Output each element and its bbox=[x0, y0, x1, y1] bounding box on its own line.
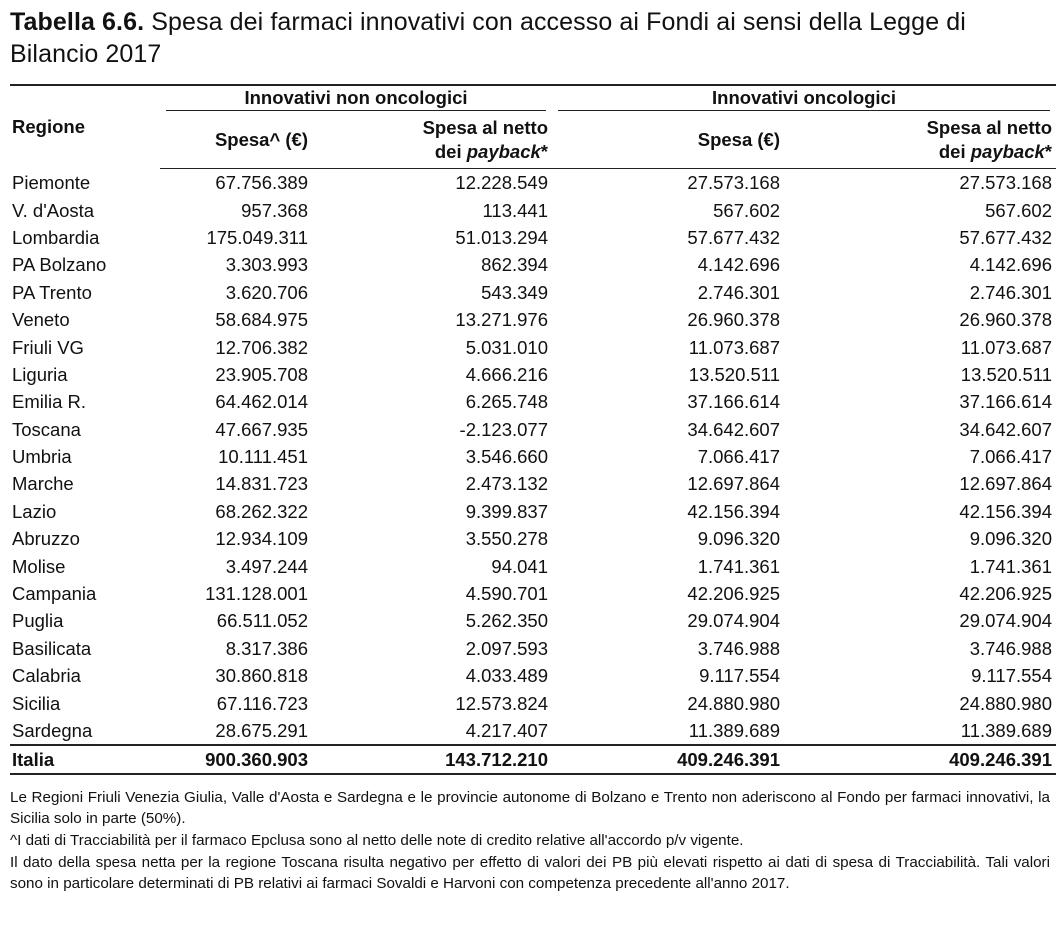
cell-netto-non-onco: 113.441 bbox=[482, 199, 548, 221]
cell-netto-onco: 27.573.168 bbox=[959, 172, 1052, 194]
cell-spesa-onco: 1.741.361 bbox=[697, 555, 780, 577]
group-header-row bbox=[10, 85, 1056, 112]
table-body bbox=[10, 169, 1056, 746]
cell-netto-non-onco: 2.473.132 bbox=[465, 473, 548, 495]
header-group-oncologici: Innovativi oncologici bbox=[552, 85, 1056, 112]
cell-spesa-onco: 9.096.320 bbox=[697, 528, 780, 550]
cell-spesa-onco: 29.074.904 bbox=[687, 610, 780, 632]
cell-regione: Sardegna bbox=[12, 720, 93, 741]
cell-netto-onco: 9.117.554 bbox=[971, 665, 1052, 687]
cell-spesa-non-onco: 58.684.975 bbox=[215, 309, 308, 331]
cell-regione: V. d'Aosta bbox=[12, 199, 95, 221]
cell-regione: Veneto bbox=[12, 309, 70, 331]
table-row bbox=[10, 333, 1056, 360]
cell-regione: Campania bbox=[12, 583, 97, 605]
cell-spesa-onco: 57.677.432 bbox=[687, 226, 780, 248]
cell-spesa-onco: 567.602 bbox=[713, 199, 780, 221]
cell-spesa-onco: 27.573.168 bbox=[687, 172, 780, 194]
cell-spesa-non-onco: 175.049.311 bbox=[206, 226, 308, 248]
cell-spesa-non-onco: 64.462.014 bbox=[215, 391, 308, 413]
cell-netto-non-onco: 862.394 bbox=[481, 254, 548, 276]
cell-netto-onco: 7.066.417 bbox=[969, 446, 1052, 468]
total-netto-non-onco: 143.712.210 bbox=[312, 745, 552, 774]
cell-regione: Liguria bbox=[12, 363, 68, 385]
table-row bbox=[10, 416, 1056, 443]
cell-netto-non-onco: 4.666.216 bbox=[465, 363, 548, 385]
cell-spesa-non-onco: 12.706.382 bbox=[215, 336, 308, 358]
cell-netto-non-onco: 9.399.837 bbox=[465, 500, 548, 522]
cell-netto-onco: 2.746.301 bbox=[969, 281, 1052, 303]
table-row bbox=[10, 607, 1056, 634]
cell-regione: Calabria bbox=[12, 665, 81, 687]
cell-spesa-non-onco: 67.116.723 bbox=[216, 692, 308, 714]
cell-netto-onco: 57.677.432 bbox=[959, 226, 1052, 248]
cell-netto-onco: 26.960.378 bbox=[959, 309, 1052, 331]
cell-spesa-non-onco: 28.675.291 bbox=[215, 720, 308, 741]
cell-netto-onco: 11.389.689 bbox=[960, 720, 1052, 741]
cell-spesa-onco: 11.389.689 bbox=[688, 720, 780, 741]
cell-regione: Molise bbox=[12, 555, 66, 577]
cell-netto-onco: 29.074.904 bbox=[959, 610, 1052, 632]
cell-regione: Puglia bbox=[12, 610, 64, 632]
cell-spesa-non-onco: 3.620.706 bbox=[225, 281, 308, 303]
cell-spesa-non-onco: 3.497.244 bbox=[225, 555, 308, 577]
cell-netto-non-onco: 13.271.976 bbox=[455, 309, 548, 331]
table-row bbox=[10, 689, 1056, 716]
total-netto-onco: 409.246.391 bbox=[784, 745, 1056, 774]
cell-regione: Abruzzo bbox=[12, 528, 80, 550]
table-row bbox=[10, 361, 1056, 388]
cell-regione: Basilicata bbox=[12, 637, 92, 659]
cell-spesa-non-onco: 30.860.818 bbox=[215, 665, 308, 687]
cell-spesa-onco: 42.156.394 bbox=[687, 500, 780, 522]
cell-netto-onco: 13.520.511 bbox=[960, 363, 1052, 385]
cell-netto-onco: 37.166.614 bbox=[959, 391, 1052, 413]
cell-netto-non-onco: -2.123.077 bbox=[459, 418, 548, 440]
total-label: Italia bbox=[10, 745, 160, 774]
cell-netto-onco: 24.880.980 bbox=[959, 692, 1052, 714]
cell-netto-non-onco: 4.217.407 bbox=[465, 720, 548, 741]
spending-table bbox=[10, 84, 1056, 775]
cell-spesa-non-onco: 3.303.993 bbox=[225, 254, 308, 276]
header-netto-non-onco: Spesa al netto dei payback* bbox=[312, 112, 552, 169]
table-title bbox=[10, 6, 1010, 70]
cell-regione: Umbria bbox=[12, 446, 72, 468]
cell-spesa-non-onco: 47.667.935 bbox=[215, 418, 308, 440]
cell-netto-non-onco: 3.550.278 bbox=[465, 528, 548, 550]
cell-regione: Emilia R. bbox=[12, 391, 87, 413]
total-spesa-onco: 409.246.391 bbox=[552, 745, 784, 774]
table-row bbox=[10, 196, 1056, 223]
table-title-text: Spesa dei farmaci innovativi con accesso ai Fondi ai sensi della Legge di Bilancio 2017 bbox=[10, 8, 966, 68]
cell-regione: Marche bbox=[12, 473, 74, 495]
table-row bbox=[10, 635, 1056, 662]
cell-netto-non-onco: 5.031.010 bbox=[465, 336, 548, 358]
header-netto-onco: Spesa al netto dei payback* bbox=[784, 112, 1056, 169]
cell-regione: Toscana bbox=[12, 418, 81, 440]
total-spesa-non-onco: 900.360.903 bbox=[160, 745, 312, 774]
cell-netto-onco: 1.741.361 bbox=[969, 555, 1052, 577]
cell-netto-onco: 3.746.988 bbox=[969, 637, 1052, 659]
header-regione: Regione bbox=[10, 85, 160, 169]
cell-spesa-non-onco: 14.831.723 bbox=[215, 473, 308, 495]
table-row bbox=[10, 662, 1056, 689]
sub-header-row bbox=[10, 112, 1056, 169]
cell-netto-non-onco: 4.033.489 bbox=[465, 665, 548, 687]
table-row bbox=[10, 580, 1056, 607]
cell-spesa-onco: 34.642.607 bbox=[687, 418, 780, 440]
cell-spesa-onco: 24.880.980 bbox=[687, 692, 780, 714]
cell-netto-onco: 567.602 bbox=[985, 199, 1052, 221]
cell-regione: Piemonte bbox=[12, 171, 91, 193]
cell-spesa-onco: 12.697.864 bbox=[687, 473, 780, 495]
cell-regione: Lazio bbox=[12, 500, 57, 522]
footnote-1: Le Regioni Friuli Venezia Giulia, Valle d'Aosta e Sardegna e le provincie autonome di Bolzano e Trento non aderiscono al Fondo per farmaci innovativi, la Sicilia solo in parte (50%). bbox=[10, 789, 1050, 827]
cell-netto-onco: 34.642.607 bbox=[959, 418, 1052, 440]
cell-spesa-non-onco: 131.128.001 bbox=[205, 583, 308, 605]
cell-netto-non-onco: 12.228.549 bbox=[455, 172, 548, 194]
cell-netto-onco: 42.156.394 bbox=[959, 500, 1052, 522]
cell-spesa-non-onco: 12.934.109 bbox=[215, 528, 308, 550]
header-spesa-non-onco: Spesa^ (€) bbox=[160, 112, 312, 169]
cell-spesa-onco: 3.746.988 bbox=[697, 637, 780, 659]
cell-regione: PA Bolzano bbox=[12, 254, 107, 276]
cell-netto-onco: 12.697.864 bbox=[959, 473, 1052, 495]
cell-netto-onco: 11.073.687 bbox=[960, 336, 1052, 358]
table-row bbox=[10, 470, 1056, 497]
cell-netto-onco: 9.096.320 bbox=[969, 528, 1052, 550]
cell-netto-non-onco: 6.265.748 bbox=[465, 391, 548, 413]
cell-netto-non-onco: 51.013.294 bbox=[455, 226, 548, 248]
table-row bbox=[10, 717, 1056, 745]
table-row bbox=[10, 552, 1056, 579]
cell-spesa-non-onco: 67.756.389 bbox=[215, 172, 308, 194]
table-row bbox=[10, 224, 1056, 251]
table-row bbox=[10, 279, 1056, 306]
cell-spesa-onco: 7.066.417 bbox=[697, 446, 780, 468]
cell-netto-onco: 4.142.696 bbox=[969, 254, 1052, 276]
cell-spesa-non-onco: 957.368 bbox=[241, 199, 308, 221]
header-group-non-oncologici: Innovativi non oncologici bbox=[160, 85, 552, 112]
cell-spesa-non-onco: 66.511.052 bbox=[216, 610, 308, 632]
table-row bbox=[10, 306, 1056, 333]
total-row bbox=[10, 745, 1056, 774]
cell-regione: Lombardia bbox=[12, 226, 100, 248]
cell-spesa-onco: 11.073.687 bbox=[688, 336, 780, 358]
cell-netto-non-onco: 4.590.701 bbox=[465, 583, 548, 605]
cell-netto-non-onco: 543.349 bbox=[481, 281, 548, 303]
cell-spesa-onco: 4.142.696 bbox=[697, 254, 780, 276]
cell-spesa-onco: 37.166.614 bbox=[687, 391, 780, 413]
table-row bbox=[10, 169, 1056, 197]
footnote-2: ^I dati di Tracciabilità per il farmaco Epclusa sono al netto delle note di credito relative all'accordo p/v vigente. bbox=[10, 832, 744, 849]
cell-netto-onco: 42.206.925 bbox=[959, 583, 1052, 605]
cell-netto-non-onco: 94.041 bbox=[491, 555, 548, 577]
footnote-3: Il dato della spesa netta per la regione Toscana risulta negativo per effetto di valori dei PB più elevati rispetto ai dati di spesa di Tracciabilità. Tali valori sono in particolare determinati di PB relativi ai farmaci Sovaldi e Harvoni con competenza precedente all'anno 2017. bbox=[10, 854, 1050, 892]
cell-spesa-onco: 13.520.511 bbox=[688, 363, 780, 385]
cell-spesa-non-onco: 8.317.386 bbox=[225, 637, 308, 659]
table-row bbox=[10, 525, 1056, 552]
table-number: Tabella 6.6. bbox=[10, 8, 145, 36]
footnotes bbox=[10, 787, 1050, 895]
table-row bbox=[10, 388, 1056, 415]
cell-netto-non-onco: 5.262.350 bbox=[465, 610, 548, 632]
table-row bbox=[10, 498, 1056, 525]
cell-netto-non-onco: 12.573.824 bbox=[455, 692, 548, 714]
header-spesa-onco: Spesa (€) bbox=[552, 112, 784, 169]
table-row bbox=[10, 443, 1056, 470]
cell-regione: PA Trento bbox=[12, 281, 92, 303]
cell-spesa-onco: 26.960.378 bbox=[687, 309, 780, 331]
cell-netto-non-onco: 3.546.660 bbox=[465, 446, 548, 468]
cell-spesa-non-onco: 23.905.708 bbox=[215, 363, 308, 385]
cell-spesa-non-onco: 10.111.451 bbox=[218, 446, 308, 468]
cell-regione: Sicilia bbox=[12, 692, 61, 714]
cell-spesa-non-onco: 68.262.322 bbox=[215, 500, 308, 522]
cell-regione: Friuli VG bbox=[12, 336, 84, 358]
cell-netto-non-onco: 2.097.593 bbox=[465, 637, 548, 659]
cell-spesa-onco: 9.117.554 bbox=[699, 665, 780, 687]
cell-spesa-onco: 42.206.925 bbox=[687, 583, 780, 605]
cell-spesa-onco: 2.746.301 bbox=[697, 281, 780, 303]
table-row bbox=[10, 251, 1056, 278]
